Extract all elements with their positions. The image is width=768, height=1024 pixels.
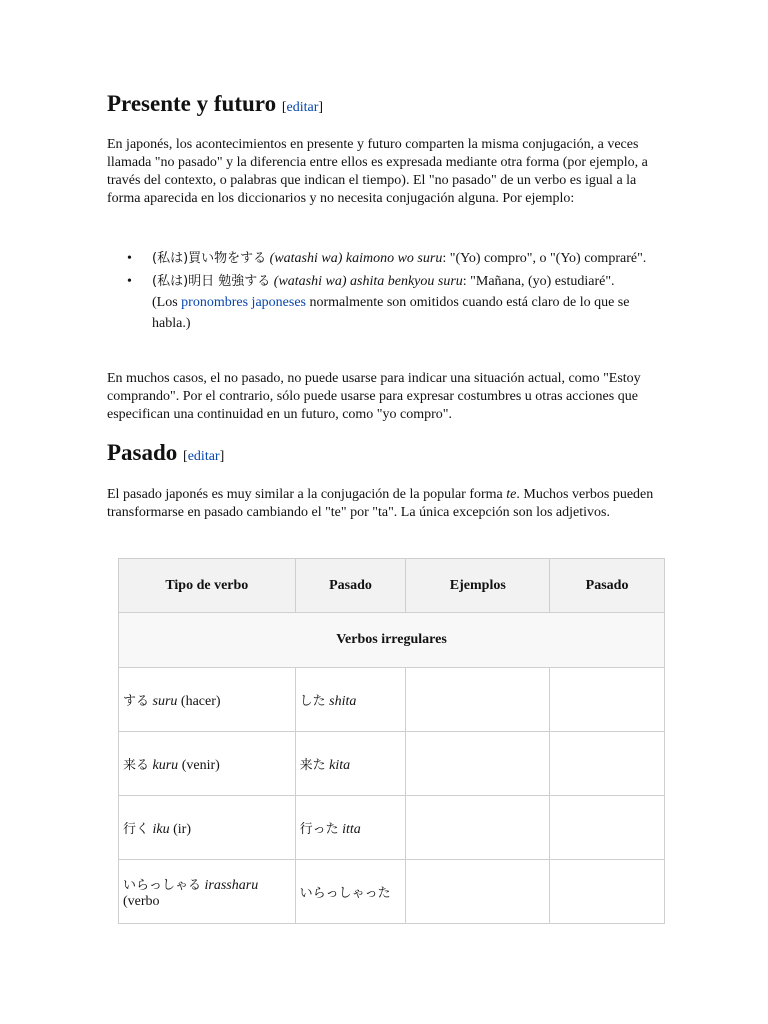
pasado-intro-end: . Muchos verbos pueden transformarse en pasado cambiando el "te" por "ta". La única excepción son los adjetivos. — [107, 487, 654, 520]
example-translation: : "Mañana, (yo) estudiaré". — [462, 274, 615, 289]
pasado-intro-te: te — [506, 487, 517, 502]
past-japanese: いらっしゃった — [299, 885, 391, 901]
verb-romaji: suru — [152, 693, 178, 709]
verb-cell — [119, 732, 296, 796]
edit-section-link[interactable]: editar — [187, 449, 220, 464]
section-title: Pasado — [107, 440, 178, 465]
table-header-row — [119, 559, 665, 613]
example-japanese: (私は)買い物をする — [152, 251, 267, 266]
table-row — [119, 860, 665, 924]
past-japanese: 来た — [299, 757, 326, 773]
pasado-intro-start: El pasado japonés es muy similar a la conjugación de la popular forma — [107, 487, 507, 502]
example-past-cell — [550, 796, 665, 860]
example-past-cell — [550, 668, 665, 732]
example-cell — [406, 732, 550, 796]
header-pasado-2: Pasado — [550, 559, 665, 613]
example-translation: : "(Yo) compro", o "(Yo) compraré". — [442, 251, 647, 266]
examples-list — [107, 248, 667, 336]
verb-table — [118, 558, 665, 924]
verb-japanese: する — [123, 693, 150, 709]
paragraph-pasado-intro — [107, 486, 667, 522]
example-past-cell — [550, 732, 665, 796]
list-item — [107, 248, 667, 269]
table-group-row — [119, 613, 665, 668]
group-label: Verbos irregulares — [119, 613, 665, 668]
header-pasado: Pasado — [295, 559, 406, 613]
edit-section-link-wrapper: [editar] — [281, 100, 324, 115]
paragraph-intro: En japonés, los acontecimientos en presente y futuro comparten la misma conjugación, a veces llamada "no pasado" y la diferencia entre ellos es expresada mediante otra forma (por ejemplo, a través del contexto, o palabras que indican el tiempo). El "no pasado" de un verbo es igual a la forma aparecida en los diccionarios y no necesita conjugación alguna. Por ejemplo: — [107, 137, 648, 206]
past-cell — [295, 860, 406, 924]
section-heading-presente-futuro — [107, 91, 323, 116]
verb-japanese: 行く — [123, 821, 150, 837]
past-romaji: itta — [342, 821, 361, 837]
bullet-icon: • — [127, 251, 132, 266]
example-cell — [406, 668, 550, 732]
verb-romaji: iku — [152, 821, 170, 837]
section-heading-pasado — [107, 440, 224, 465]
past-japanese: した — [299, 693, 326, 709]
bullet-icon: • — [127, 274, 132, 289]
paragraph-outro: En muchos casos, el no pasado, no puede usarse para indicar una situación actual, como "Estoy comprando". Por el contrario, sólo puede usarse para expresar costumbres u otras acciones que especifican una continuidad en un futuro, como "yo compro". — [107, 371, 641, 422]
past-romaji: shita — [329, 693, 357, 709]
verb-romaji: kuru — [152, 757, 179, 773]
verb-meaning: (venir) — [181, 757, 220, 773]
verb-japanese: 来る — [123, 757, 150, 773]
verb-meaning: (ir) — [173, 821, 192, 837]
table-row — [119, 796, 665, 860]
header-tipo-de-verbo: Tipo de verbo — [119, 559, 296, 613]
verb-cell — [119, 668, 296, 732]
past-romaji: kita — [329, 757, 351, 773]
example-past-cell — [550, 860, 665, 924]
header-ejemplos: Ejemplos — [406, 559, 550, 613]
example-note-end: normalmente son omitidos cuando está claro de lo que se habla.) — [152, 295, 630, 331]
example-japanese: (私は)明日 勉強する — [152, 274, 271, 289]
list-item — [107, 271, 667, 334]
edit-section-link-wrapper: [editar] — [183, 449, 225, 464]
pronombres-japoneses-link[interactable]: pronombres japoneses — [181, 295, 306, 310]
example-cell — [406, 796, 550, 860]
verb-japanese: いらっしゃる — [123, 877, 202, 893]
verb-meaning: (verbo — [123, 893, 160, 909]
example-romaji: (watashi wa) kaimono wo suru — [269, 251, 443, 266]
past-cell — [295, 732, 406, 796]
example-note-start: (Los — [152, 295, 182, 310]
table-row — [119, 732, 665, 796]
verb-meaning: (hacer) — [180, 693, 221, 709]
past-japanese: 行った — [299, 821, 339, 837]
past-cell — [295, 796, 406, 860]
verb-cell — [119, 796, 296, 860]
example-romaji: (watashi wa) ashita benkyou suru — [273, 274, 463, 289]
verb-cell — [119, 860, 296, 924]
section-title: Presente y futuro — [107, 91, 277, 116]
verb-romaji: irassharu — [204, 877, 259, 893]
past-cell — [295, 668, 406, 732]
edit-section-link[interactable]: editar — [286, 100, 319, 115]
example-cell — [406, 860, 550, 924]
table-row — [119, 668, 665, 732]
